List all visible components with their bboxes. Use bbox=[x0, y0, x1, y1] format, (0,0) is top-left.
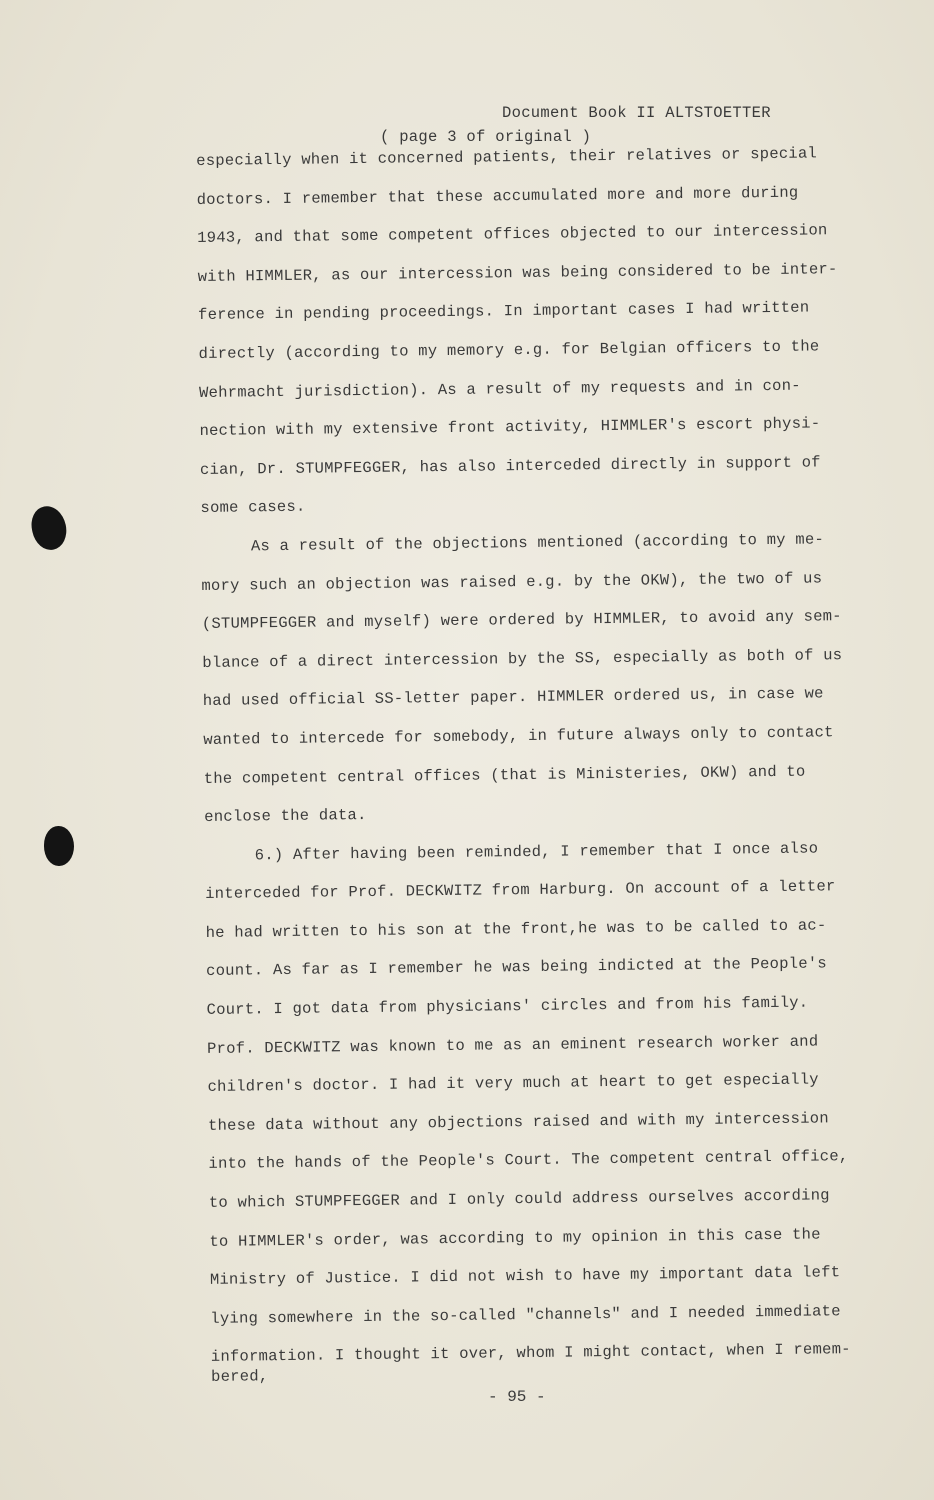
text-line: directly (according to my memory e.g. for Belgian officers to the bbox=[198, 337, 820, 363]
text-line: some cases. bbox=[200, 498, 306, 518]
text-line: into the hands of the People's Court. The competent central office, bbox=[208, 1147, 849, 1174]
text-line: nection with my extensive front activity, HIMMLER's escort physi- bbox=[199, 414, 821, 441]
text-line: As a result of the objections mentioned (according to my me- bbox=[250, 530, 825, 556]
text-line: 6.) After having been reminded, I remember that I once also bbox=[254, 839, 819, 865]
text-line: cian, Dr. STUMPFEGGER, has also interceded directly in support of bbox=[199, 453, 821, 479]
text-line: had used official SS-letter paper. HIMMLER ordered us, in case we bbox=[202, 684, 824, 711]
original-page-reference: ( page 3 of original ) bbox=[380, 128, 592, 146]
text-line: Wehrmacht jurisdiction). As a result of my requests and in con- bbox=[198, 376, 801, 402]
text-line: information. I thought it over, whom I might contact, when I remem- bbox=[210, 1340, 851, 1367]
text-line: doctors. I remember that these accumulated more and more during bbox=[196, 183, 799, 209]
text-line: enclose the data. bbox=[204, 806, 367, 827]
text-line: Court. I got data from physicians' circles and from his family. bbox=[206, 993, 809, 1019]
text-line: ference in pending proceedings. In important cases I had written bbox=[198, 298, 810, 325]
text-line: to which STUMPFEGGER and I only could address ourselves according bbox=[208, 1186, 830, 1212]
page-number: - 95 - bbox=[488, 1388, 546, 1406]
text-line: lying somewhere in the so-called "channels" and I needed immediate bbox=[210, 1302, 841, 1328]
text-line: wanted to intercede for somebody, in future always only to contact bbox=[203, 723, 834, 749]
text-line: bered, bbox=[210, 1367, 269, 1386]
text-line: he had written to his son at the front,he was to be called to ac- bbox=[205, 916, 827, 942]
punch-hole-lower bbox=[44, 826, 74, 866]
text-line: children's doctor. I had it very much at heart to get especially bbox=[207, 1070, 819, 1097]
text-line: mory such an objection was raised e.g. by the OKW), the two of us bbox=[201, 568, 823, 595]
text-line: interceded for Prof. DECKWITZ from Harburg. On account of a letter bbox=[205, 877, 836, 904]
text-line: (STUMPFEGGER and myself) were ordered by HIMMLER, to avoid any sem- bbox=[201, 607, 842, 634]
text-line: count. As far as I remember he was being indicted at the People's bbox=[206, 954, 828, 981]
punch-hole-upper bbox=[28, 503, 70, 553]
text-line: to HIMMLER's order, was according to my opinion in this case the bbox=[209, 1225, 821, 1251]
text-line: 1943, and that some competent offices objected to our intercession bbox=[197, 221, 828, 248]
text-line: these data without any objections raised and with my intercession bbox=[207, 1109, 829, 1135]
text-line: especially when it concerned patients, their relatives or special bbox=[196, 144, 818, 170]
text-line: the competent central offices (that is Ministeries, OKW) and to bbox=[203, 762, 806, 788]
text-line: blance of a direct intercession by the SS, especially as both of us bbox=[202, 645, 843, 672]
text-line: Ministry of Justice. I did not wish to have my important data left bbox=[209, 1263, 841, 1290]
text-line: with HIMMLER, as our intercession was being considered to be inter- bbox=[197, 259, 838, 286]
text-line: Prof. DECKWITZ was known to me as an eminent research worker and bbox=[206, 1032, 819, 1058]
document-body bbox=[196, 134, 881, 1387]
document-title: Document Book II ALTSTOETTER bbox=[502, 104, 771, 122]
